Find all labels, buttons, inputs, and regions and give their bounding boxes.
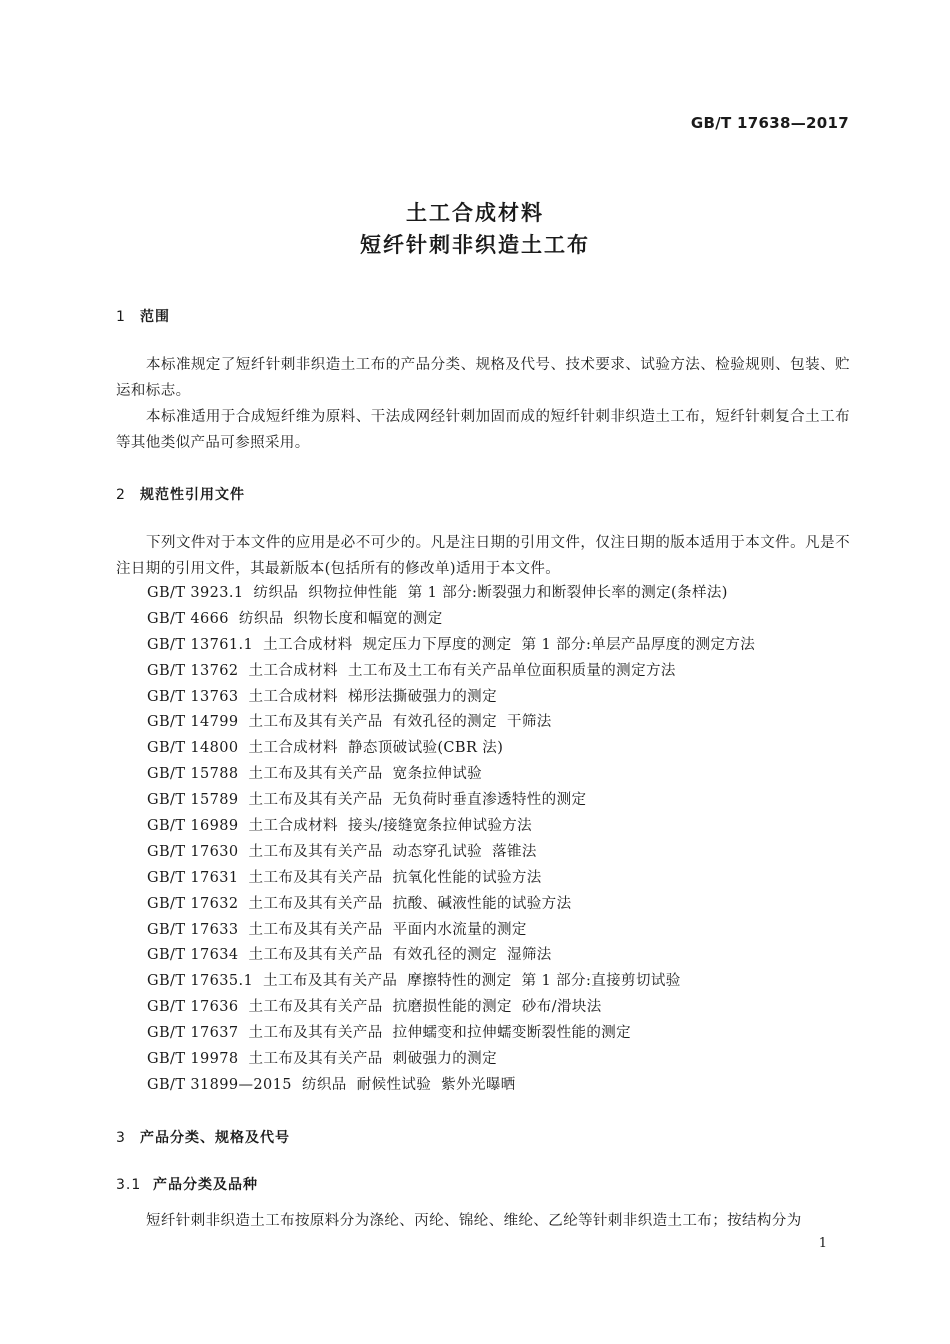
section-number: 2 (116, 487, 126, 503)
section-2-paragraph-1: 下列文件对于本文件的应用是必不可少的。凡是注日期的引用文件，仅注日期的版本适用于本文件。凡是不注日期的引用文件，其最新版本(包括所有的修改单)适用于本文件。 (116, 535, 850, 577)
reference-item: GB/T 17636 土工布及其有关产品 抗磨损性能的测定 砂布/滑块法 (147, 999, 602, 1016)
reference-item: GB/T 14799 土工布及其有关产品 有效孔径的测定 干筛法 (147, 714, 552, 731)
reference-item: GB/T 13763 土工合成材料 梯形法撕破强力的测定 (147, 688, 497, 705)
title-line-1: 土工合成材料 (406, 201, 544, 225)
reference-item: GB/T 17634 土工布及其有关产品 有效孔径的测定 湿筛法 (147, 947, 552, 964)
section-1-paragraph-2: 本标准适用于合成短纤维为原料、干法成网经针刺加固而成的短纤针刺非织造土工布，短纤针刺复合土工布等其他类似产品可参照采用。 (116, 409, 850, 451)
section-title: 产品分类及品种 (153, 1177, 258, 1193)
reference-item: GB/T 17633 土工布及其有关产品 平面内水流量的测定 (147, 921, 527, 938)
section-3-heading (116, 1127, 290, 1147)
reference-item: GB/T 16989 土工合成材料 接头/接缝宽条拉伸试验方法 (147, 818, 533, 835)
reference-item: GB/T 13761.1 土工合成材料 规定压力下厚度的测定 第 1 部分:单层产品厚度的测定方法 (147, 636, 756, 653)
page-number: 1 (818, 1236, 827, 1251)
reference-item: GB/T 17637 土工布及其有关产品 拉伸蠕变和拉伸蠕变断裂性能的测定 (147, 1025, 632, 1042)
section-number: 3.1 (116, 1177, 142, 1193)
section-3-1-paragraph-1: 短纤针刺非织造土工布按原料分为涤纶、丙纶、锦纶、维纶、乙纶等针刺非织造土工布；按结构分为 (146, 1213, 802, 1229)
section-2-heading (116, 484, 245, 504)
reference-list (147, 581, 852, 1099)
reference-item: GB/T 4666 纺织品 织物长度和幅宽的测定 (147, 610, 443, 627)
section-number: 1 (116, 309, 126, 325)
reference-item: GB/T 17630 土工布及其有关产品 动态穿孔试验 落锥法 (147, 843, 537, 860)
reference-item: GB/T 3923.1 纺织品 织物拉伸性能 第 1 部分:断裂强力和断裂伸长率的测定(条样法) (147, 585, 728, 601)
section-title: 规范性引用文件 (140, 487, 245, 503)
standard-code: GB/T 17638—2017 (690, 114, 849, 132)
reference-item: GB/T 13762 土工合成材料 土工布及土工布有关产品单位面积质量的测定方法 (147, 662, 676, 679)
reference-item: GB/T 14800 土工合成材料 静态顶破试验(CBR 法) (147, 740, 504, 757)
title-line-2: 短纤针刺非织造土工布 (360, 233, 590, 257)
section-title: 范围 (140, 309, 170, 325)
reference-item: GB/T 17632 土工布及其有关产品 抗酸、碱液性能的试验方法 (147, 895, 572, 912)
reference-item: GB/T 19978 土工布及其有关产品 刺破强力的测定 (147, 1051, 497, 1068)
reference-item: GB/T 15789 土工布及其有关产品 无负荷时垂直渗透特性的测定 (147, 792, 587, 809)
section-title: 产品分类、规格及代号 (140, 1130, 290, 1146)
reference-item: GB/T 17635.1 土工布及其有关产品 摩擦特性的测定 第 1 部分:直接剪切试验 (147, 973, 681, 990)
section-number: 3 (116, 1130, 126, 1146)
reference-item: GB/T 31899—2015 纺织品 耐候性试验 紫外光曝晒 (147, 1076, 516, 1093)
section-1-paragraph-1: 本标准规定了短纤针刺非织造土工布的产品分类、规格及代号、技术要求、试验方法、检验规则、包装、贮运和标志。 (116, 357, 850, 399)
reference-item: GB/T 17631 土工布及其有关产品 抗氧化性能的试验方法 (147, 869, 542, 886)
section-3-1-heading (116, 1174, 258, 1194)
reference-item: GB/T 15788 土工布及其有关产品 宽条拉伸试验 (147, 766, 483, 783)
section-1-heading (116, 306, 170, 326)
